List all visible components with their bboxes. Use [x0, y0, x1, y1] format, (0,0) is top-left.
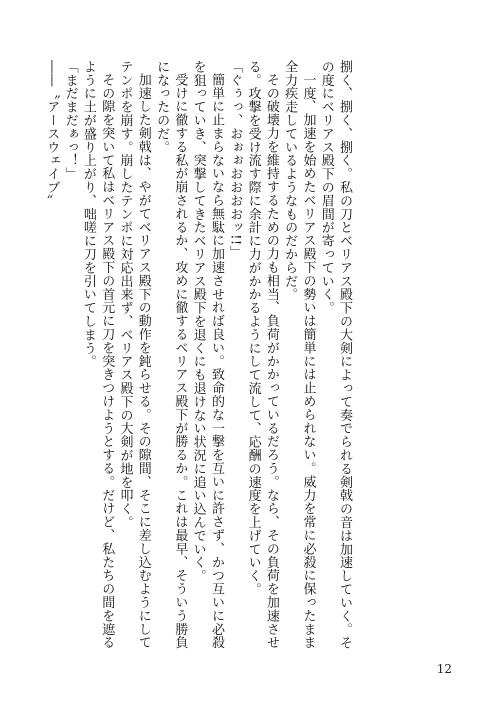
paragraph: 受けに徹する私が崩されるか、攻めに徹するベリアス殿下が勝るか。これは最早、そういう勝負になったのだ。: [154, 60, 188, 650]
spell-name-line: ――〝アースウェイブ〟: [44, 60, 60, 208]
paragraph: 加速した剣戟は、やがてベリアス殿下の動作を鈍らせる。その隙間、そこに差し込むようにしてテンポを崩す。崩したテンポに対応出来ず、ベリアス殿下の大剣が地を叩く。: [117, 60, 151, 650]
paragraph: その破壊力を維持するための力も相当、負荷がかかっているだろう。なら、その負荷を加速させる。攻撃を受け流す際に余計に力がかかるようにして流して、応酬の速度を上げていく。: [245, 60, 279, 650]
vertical-text-column: [42, 60, 353, 650]
dialogue-line: 「まだまだぁっ！」: [62, 60, 78, 181]
paragraph: その隙を突いて私はベリアス殿下の首元に刀を突きつけようとする。だけど、私たちの間を遮るように土が盛り上がり、咄嗟に刀を引いてしまう。: [80, 60, 115, 650]
dialogue-line: 「ぐぅっ、おぉぉおおおおッ!!」: [227, 60, 243, 259]
paragraph: 簡単に止まらないなら無駄に加速させれば良い。致命的な一撃を互いに許さず、かつ互いに必殺を狙っていき、突撃してきたベリアス殿下を退くにも退けない状況に追い込んでいく。: [190, 60, 224, 650]
body-text: [42, 60, 452, 660]
page-number: 12: [436, 662, 452, 676]
paragraph: 捌く、捌く、捌く。私の刀とベリアス殿下の大剣によって奏でられる剣戟の音は加速していく。その度にベリアス殿下の眉間が寄っていく。: [318, 60, 353, 650]
paragraph: 一度、加速を始めたベリアス殿下の勢いは簡単には止められない。威力を常に必殺に保ったまま全力疾走しているようなものだからだ。: [282, 60, 316, 650]
